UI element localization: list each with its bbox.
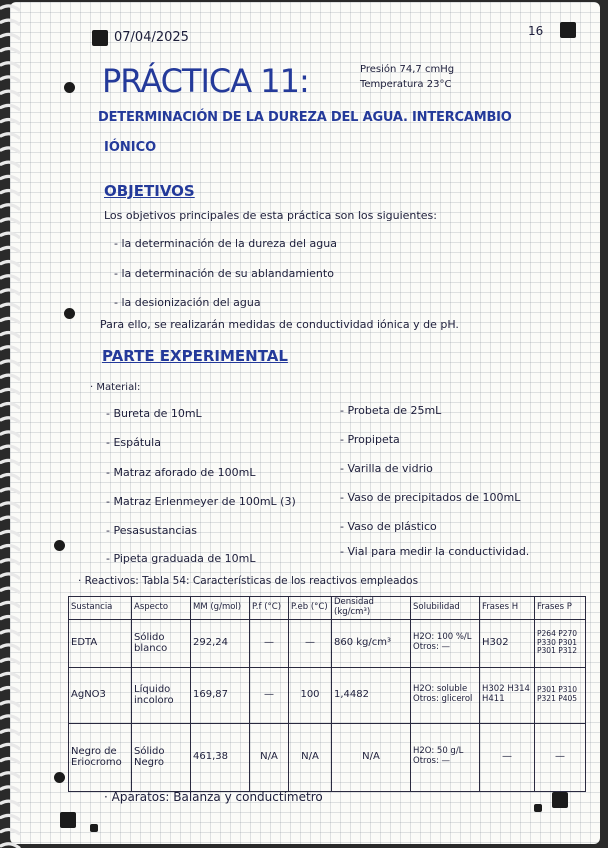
spiral-ring bbox=[1, 148, 19, 152]
spiral-ring bbox=[1, 702, 19, 706]
spiral-ring bbox=[1, 801, 19, 805]
corner-mark-top-right bbox=[560, 22, 576, 38]
spiral-ring bbox=[1, 460, 19, 464]
punch-hole bbox=[64, 308, 75, 319]
material-item: - Pesasustancias bbox=[106, 524, 197, 537]
material-item: - Vaso de plástico bbox=[340, 520, 437, 533]
subtitle-line-1: DETERMINACIÓN DE LA DUREZA DEL AGUA. INTERCAMBIO bbox=[98, 110, 512, 125]
spiral-ring bbox=[1, 375, 19, 379]
experimental-heading: PARTE EXPERIMENTAL bbox=[102, 347, 288, 365]
table-cell: 292,24 bbox=[191, 619, 250, 667]
material-item: - Vial para medir la conductividad. bbox=[340, 545, 530, 558]
spiral-ring bbox=[1, 489, 19, 493]
spiral-ring bbox=[1, 475, 19, 479]
material-label: · Material: bbox=[90, 382, 141, 393]
spiral-ring bbox=[1, 233, 19, 237]
table-header-cell: Frases H bbox=[480, 597, 535, 620]
spiral-ring bbox=[1, 347, 19, 351]
spiral-ring bbox=[1, 34, 19, 38]
table-cell: 461,38 bbox=[191, 723, 250, 791]
reagents-label: · Reactivos: Tabla 54: Características de los reactivos empleados bbox=[78, 575, 419, 587]
spiral-ring bbox=[1, 105, 19, 109]
spiral-ring bbox=[1, 617, 19, 621]
table-cell: 169,87 bbox=[191, 667, 250, 723]
table-header-cell: Densidad (kg/cm³) bbox=[332, 597, 411, 620]
objectives-intro: Los objetivos principales de esta práctica son los siguientes: bbox=[104, 209, 437, 222]
table-cell: N/A bbox=[332, 723, 411, 791]
spiral-ring bbox=[1, 304, 19, 308]
spiral-ring bbox=[1, 787, 19, 791]
table-cell: 1,4482 bbox=[332, 667, 411, 723]
table-cell: H2O: 100 %/L Otros: — bbox=[411, 619, 480, 667]
spiral-ring bbox=[1, 219, 19, 223]
date: 07/04/2025 bbox=[114, 30, 189, 45]
table-header-cell: Solubilidad bbox=[411, 597, 480, 620]
material-item: - Pipeta graduada de 10mL bbox=[106, 552, 256, 565]
material-item: - Bureta de 10mL bbox=[106, 407, 202, 420]
spiral-ring bbox=[1, 134, 19, 138]
spiral-ring bbox=[1, 744, 19, 748]
spiral-ring bbox=[1, 333, 19, 337]
corner-mark-bottom-left bbox=[60, 812, 76, 828]
spiral-ring bbox=[1, 247, 19, 251]
table-cell: H302 bbox=[480, 619, 535, 667]
objectives-heading: OBJETIVOS bbox=[104, 182, 195, 200]
table-header-cell: P.f (°C) bbox=[250, 597, 289, 620]
spiral-ring bbox=[1, 20, 19, 24]
page-title: PRÁCTICA 11: bbox=[102, 62, 309, 100]
table-cell: — bbox=[480, 723, 535, 791]
table-cell: N/A bbox=[250, 723, 289, 791]
punch-hole bbox=[54, 540, 65, 551]
table-cell: P301 P310 P321 P405 bbox=[535, 667, 586, 723]
spiral-ring bbox=[1, 546, 19, 550]
material-item: - Espátula bbox=[106, 436, 161, 449]
spiral-ring bbox=[1, 730, 19, 734]
table-cell: 100 bbox=[289, 667, 332, 723]
table-cell: — bbox=[535, 723, 586, 791]
spiral-ring bbox=[1, 49, 19, 53]
spiral-ring bbox=[1, 659, 19, 663]
spiral-ring bbox=[1, 688, 19, 692]
notebook-page bbox=[10, 2, 600, 844]
material-item: - Varilla de vidrio bbox=[340, 462, 433, 475]
spiral-ring bbox=[1, 815, 19, 819]
spiral-ring bbox=[1, 404, 19, 408]
table-row bbox=[69, 667, 586, 723]
pressure: Presión 74,7 cmHg bbox=[360, 64, 455, 75]
corner-mark-bottom-left-small bbox=[90, 824, 98, 832]
spiral-binding bbox=[0, 0, 22, 848]
table-row bbox=[69, 723, 586, 791]
spiral-ring bbox=[1, 361, 19, 365]
spiral-ring bbox=[1, 631, 19, 635]
table-cell: EDTA bbox=[69, 619, 132, 667]
spiral-ring bbox=[1, 91, 19, 95]
table-cell: Negro de Eriocromo bbox=[69, 723, 132, 791]
spiral-ring bbox=[1, 205, 19, 209]
spiral-ring bbox=[1, 418, 19, 422]
spiral-ring bbox=[1, 673, 19, 677]
table-header-cell: MM (g/mol) bbox=[191, 597, 250, 620]
corner-mark-top-left bbox=[92, 30, 108, 46]
objective-item: - la determinación de la dureza del agua bbox=[114, 237, 337, 250]
apparatus-label: · Aparatos: Balanza y conductímetro bbox=[104, 790, 323, 804]
table-cell: — bbox=[250, 667, 289, 723]
page-number: 16 bbox=[528, 24, 544, 38]
spiral-ring bbox=[1, 602, 19, 606]
table-row bbox=[69, 619, 586, 667]
spiral-ring bbox=[1, 531, 19, 535]
table-header-cell: Frases P bbox=[535, 597, 586, 620]
objective-item: - la desionización del agua bbox=[114, 296, 261, 309]
spiral-ring bbox=[1, 560, 19, 564]
spiral-ring bbox=[1, 176, 19, 180]
punch-hole bbox=[64, 82, 75, 93]
table-cell: Líquido incoloro bbox=[132, 667, 191, 723]
spiral-ring bbox=[1, 503, 19, 507]
objective-item: - la determinación de su ablandamiento bbox=[114, 267, 334, 280]
spiral-ring bbox=[1, 276, 19, 280]
objectives-closing: Para ello, se realizarán medidas de conductividad iónica y de pH. bbox=[100, 318, 459, 331]
reagents-table bbox=[68, 596, 586, 792]
table-cell: H2O: 50 g/L Otros: — bbox=[411, 723, 480, 791]
table-header-cell: Aspecto bbox=[132, 597, 191, 620]
spiral-ring bbox=[1, 6, 19, 10]
spiral-ring bbox=[1, 574, 19, 578]
spiral-ring bbox=[1, 120, 19, 124]
spiral-ring bbox=[1, 162, 19, 166]
spiral-ring bbox=[1, 318, 19, 322]
spiral-ring bbox=[1, 773, 19, 777]
spiral-ring bbox=[1, 290, 19, 294]
spiral-ring bbox=[1, 844, 19, 848]
material-item: - Matraz aforado de 100mL bbox=[106, 466, 256, 479]
table-cell: — bbox=[289, 619, 332, 667]
table-cell: 860 kg/cm³ bbox=[332, 619, 411, 667]
spiral-ring bbox=[1, 517, 19, 521]
table-header-row bbox=[69, 597, 586, 620]
spiral-ring bbox=[1, 262, 19, 266]
punch-hole bbox=[54, 772, 65, 783]
table-cell: AgNO3 bbox=[69, 667, 132, 723]
spiral-ring bbox=[1, 191, 19, 195]
spiral-ring bbox=[1, 830, 19, 834]
corner-mark-bottom-right bbox=[552, 792, 568, 808]
material-item: - Vaso de precipitados de 100mL bbox=[340, 491, 521, 504]
material-item: - Matraz Erlenmeyer de 100mL (3) bbox=[106, 495, 296, 508]
table-cell: Sólido blanco bbox=[132, 619, 191, 667]
spiral-ring bbox=[1, 432, 19, 436]
table-cell: Sólido Negro bbox=[132, 723, 191, 791]
subtitle-line-2: IÓNICO bbox=[104, 140, 157, 155]
table-header-cell: Sustancia bbox=[69, 597, 132, 620]
spiral-ring bbox=[1, 588, 19, 592]
spiral-ring bbox=[1, 77, 19, 81]
table-cell: P264 P270 P330 P301 P301 P312 bbox=[535, 619, 586, 667]
temperature: Temperatura 23°C bbox=[360, 79, 452, 90]
table-cell: — bbox=[250, 619, 289, 667]
material-item: - Propipeta bbox=[340, 433, 400, 446]
spiral-ring bbox=[1, 716, 19, 720]
table-cell: N/A bbox=[289, 723, 332, 791]
spiral-ring bbox=[1, 389, 19, 393]
material-item: - Probeta de 25mL bbox=[340, 404, 442, 417]
table-header-cell: P.eb (°C) bbox=[289, 597, 332, 620]
table-cell: H2O: soluble Otros: glicerol bbox=[411, 667, 480, 723]
corner-mark-bottom-right-small bbox=[534, 804, 542, 812]
spiral-ring bbox=[1, 759, 19, 763]
spiral-ring bbox=[1, 446, 19, 450]
spiral-ring bbox=[1, 645, 19, 649]
table-cell: H302 H314 H411 bbox=[480, 667, 535, 723]
spiral-ring bbox=[1, 63, 19, 67]
